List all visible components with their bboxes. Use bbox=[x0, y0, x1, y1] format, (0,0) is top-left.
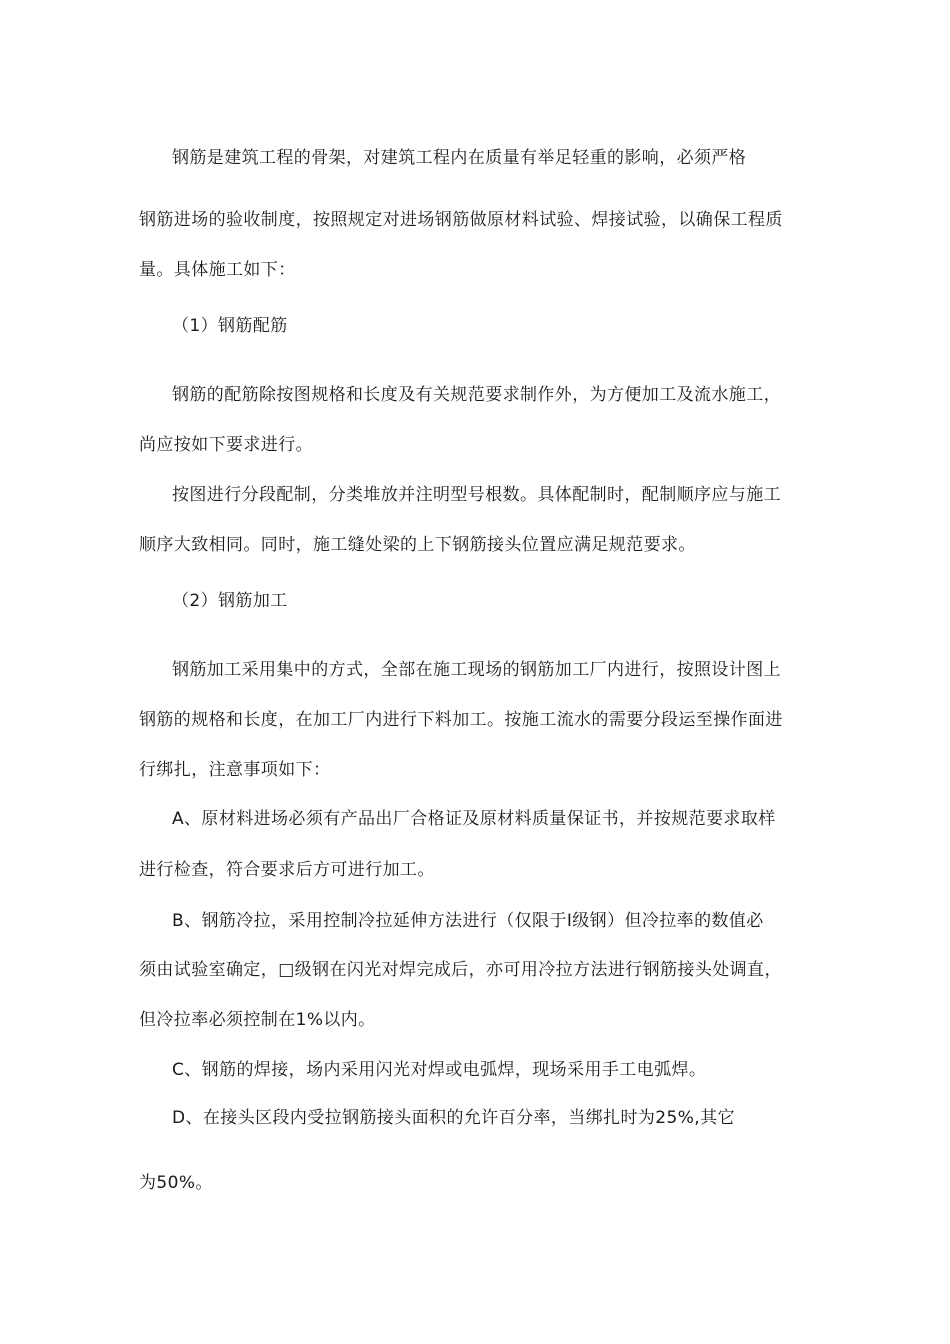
item-a-line-2: 进行检查，符合要求后方可进行加工。 bbox=[139, 860, 435, 880]
item-d-line-1: D、在接头区段内受拉钢筋接头面积的允许百分率，当绑扎时为25%,其它 bbox=[172, 1108, 735, 1128]
section-heading-2: （2）钢筋加工 bbox=[172, 591, 288, 611]
item-b-line-3: 但冷拉率必须控制在1%以内。 bbox=[139, 1010, 376, 1030]
text-line-6: 尚应按如下要求进行。 bbox=[139, 435, 313, 455]
item-d-line-2: 为50%。 bbox=[139, 1173, 213, 1193]
text-line-2: 钢筋进场的验收制度，按照规定对进场钢筋做原材料试验、焊接试验，以确保工程质 bbox=[139, 210, 783, 230]
item-b-line-2: 须由试验室确定，□级钢在闪光对焊完成后，亦可用冷拉方法进行钢筋接头处调直， bbox=[139, 960, 782, 980]
item-a-line-1: A、原材料进场必须有产品出厂合格证及原材料质量保证书，并按规范要求取样 bbox=[172, 809, 776, 829]
text-line-10: 钢筋加工采用集中的方式，全部在施工现场的钢筋加工厂内进行，按照设计图上 bbox=[172, 660, 781, 680]
text-line-7: 按图进行分段配制，分类堆放并注明型号根数。具体配制时，配制顺序应与施工 bbox=[172, 485, 781, 505]
text-line-11: 钢筋的规格和长度，在加工厂内进行下料加工。按施工流水的需要分段运至操作面进 bbox=[139, 710, 783, 730]
text-line-3: 量。具体施工如下： bbox=[139, 260, 296, 280]
text-line-5: 钢筋的配筋除按图规格和长度及有关规范要求制作外，为方便加工及流水施工， bbox=[172, 385, 781, 405]
text-line-1: 钢筋是建筑工程的骨架，对建筑工程内在质量有举足轻重的影响，必须严格 bbox=[172, 148, 747, 168]
text-line-12: 行绑扎，注意事项如下： bbox=[139, 760, 331, 780]
item-b-line-1: B、钢筋冷拉，采用控制冷拉延伸方法进行（仅限于Ⅰ级钢）但冷拉率的数值必 bbox=[172, 911, 764, 931]
text-line-8: 顺序大致相同。同时，施工缝处梁的上下钢筋接头位置应满足规范要求。 bbox=[139, 535, 696, 555]
section-heading-1: （1）钢筋配筋 bbox=[172, 316, 288, 336]
item-c-line-1: C、钢筋的焊接，场内采用闪光对焊或电弧焊，现场采用手工电弧焊。 bbox=[172, 1060, 707, 1080]
